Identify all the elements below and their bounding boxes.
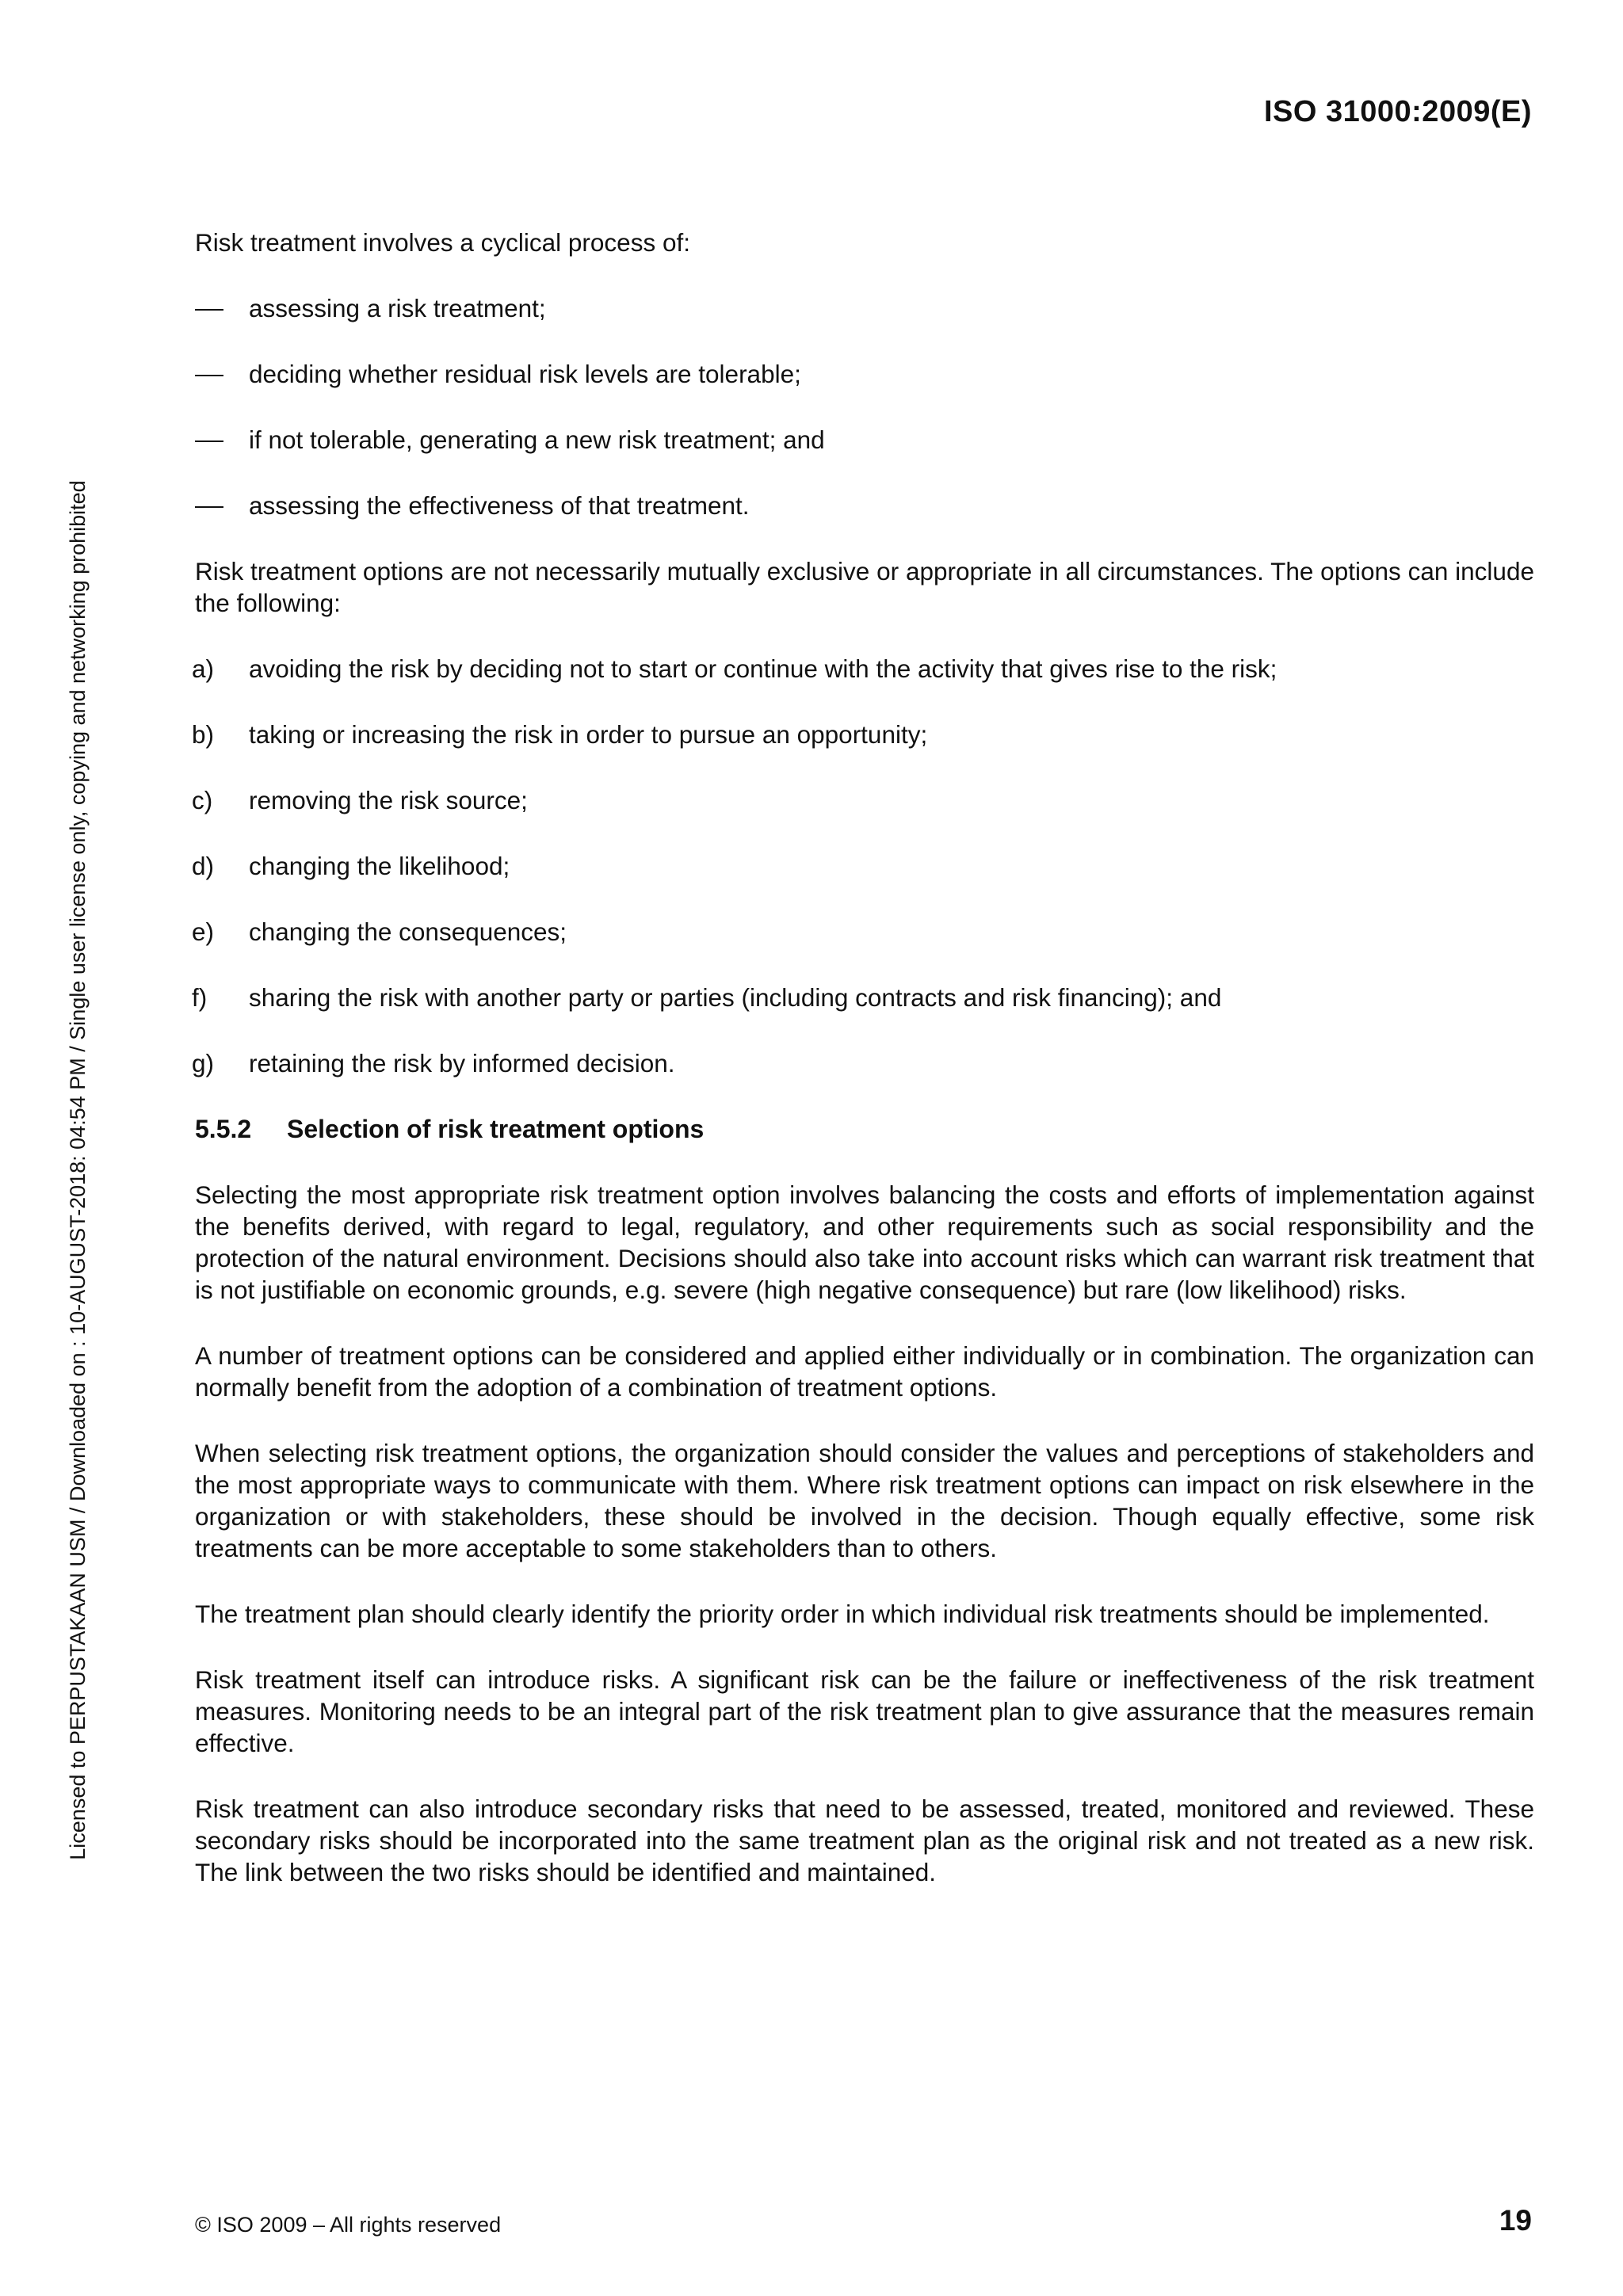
dash-bullet-icon xyxy=(195,375,223,376)
page-body xyxy=(192,227,1534,1922)
license-notice: Licensed to PERPUSTAKAAN USM / Downloaded on : 10-AUGUST-2018: 04:54 PM / Single user license only, copying and networking prohibited xyxy=(66,480,90,1860)
section-title: Selection of risk treatment options xyxy=(287,1115,705,1143)
body-paragraph: When selecting risk treatment options, the organization should consider the values and perceptions of stakeholders and the most appropriate ways to communicate with them. Where risk treatment options can impact on risk elsewhere in the organization or with stakeholders, these should be involved in the decision. Though equally effective, some risk treatments can be more acceptable to some stakeholders than to others. xyxy=(195,1439,1534,1562)
list-item: e) changing the consequences; xyxy=(192,917,567,946)
list-item: deciding whether residual risk levels are tolerable; xyxy=(195,358,1534,390)
cycle-intro: Risk treatment involves a cyclical process of: xyxy=(195,228,690,257)
list-label: c) xyxy=(192,786,213,814)
list-label: b) xyxy=(192,720,215,749)
list-item: assessing the effectiveness of that treatment. xyxy=(195,490,1534,521)
list-label: g) xyxy=(192,1049,215,1077)
body-paragraph: Risk treatment itself can introduce risks. A significant risk can be the failure or ineffectiveness of the risk treatment measures. Monitoring needs to be an integral part of the risk treatment plan to give assurance that the measures remain effective. xyxy=(195,1665,1534,1757)
body-paragraph: A number of treatment options can be considered and applied either individually or in combination. The organization can normally benefit from the adoption of a combination of treatment options. xyxy=(195,1341,1534,1402)
list-item: if not tolerable, generating a new risk treatment; and xyxy=(195,424,1534,456)
list-item: d) changing the likelihood; xyxy=(192,852,510,880)
dash-bullet-icon xyxy=(195,309,223,311)
list-item: assessing a risk treatment; xyxy=(195,292,1534,324)
cycle-steps-list xyxy=(195,292,1534,521)
body-paragraph: Risk treatment can also introduce secondary risks that need to be assessed, treated, monitored and reviewed. These secondary risks should be incorporated into the same treatment plan as the original risk and not treated as a new risk. The link between the two risks should be identified and maintained. xyxy=(195,1794,1534,1886)
section-heading xyxy=(195,1113,1534,1145)
options-intro: Risk treatment options are not necessarily mutually exclusive or appropriate in all circumstances. The options can include the following: xyxy=(195,557,1534,617)
document-standard-id: ISO 31000:2009(E) xyxy=(1263,95,1532,128)
list-label: e) xyxy=(192,917,215,946)
footer-copyright: © ISO 2009 – All rights reserved xyxy=(195,2213,502,2237)
dash-bullet-icon xyxy=(195,441,223,442)
body-paragraph: Selecting the most appropriate risk treatment option involves balancing the costs and efforts of implementation against the benefits derived, with regard to legal, regulatory, and other requirements such as social responsibility and the protection of the natural environment. Decisions should also take into account risks which can warrant risk treatment that is not justifiable on economic grounds, e.g. severe (high negative consequence) but rare (low likelihood) risks. xyxy=(195,1180,1534,1304)
list-item: b) taking or increasing the risk in order to pursue an opportunity; xyxy=(192,720,928,749)
body-paragraph: The treatment plan should clearly identify the priority order in which individual risk treatments should be implemented. xyxy=(195,1600,1490,1628)
section-number: 5.5.2 xyxy=(195,1115,252,1143)
dash-bullet-icon xyxy=(195,506,223,508)
list-label: d) xyxy=(192,852,215,880)
page-number: 19 xyxy=(1499,2204,1532,2237)
treatment-options-list xyxy=(192,653,1534,1079)
list-item: c) removing the risk source; xyxy=(192,786,528,814)
list-label: a) xyxy=(192,654,215,683)
list-item: f) sharing the risk with another party or parties (including contracts and risk financing); and xyxy=(192,983,1222,1012)
list-item: a) avoiding the risk by deciding not to start or continue with the activity that gives rise to the risk; xyxy=(192,654,1277,683)
list-item: g) retaining the risk by informed decision. xyxy=(192,1049,675,1077)
list-label: f) xyxy=(192,983,208,1012)
